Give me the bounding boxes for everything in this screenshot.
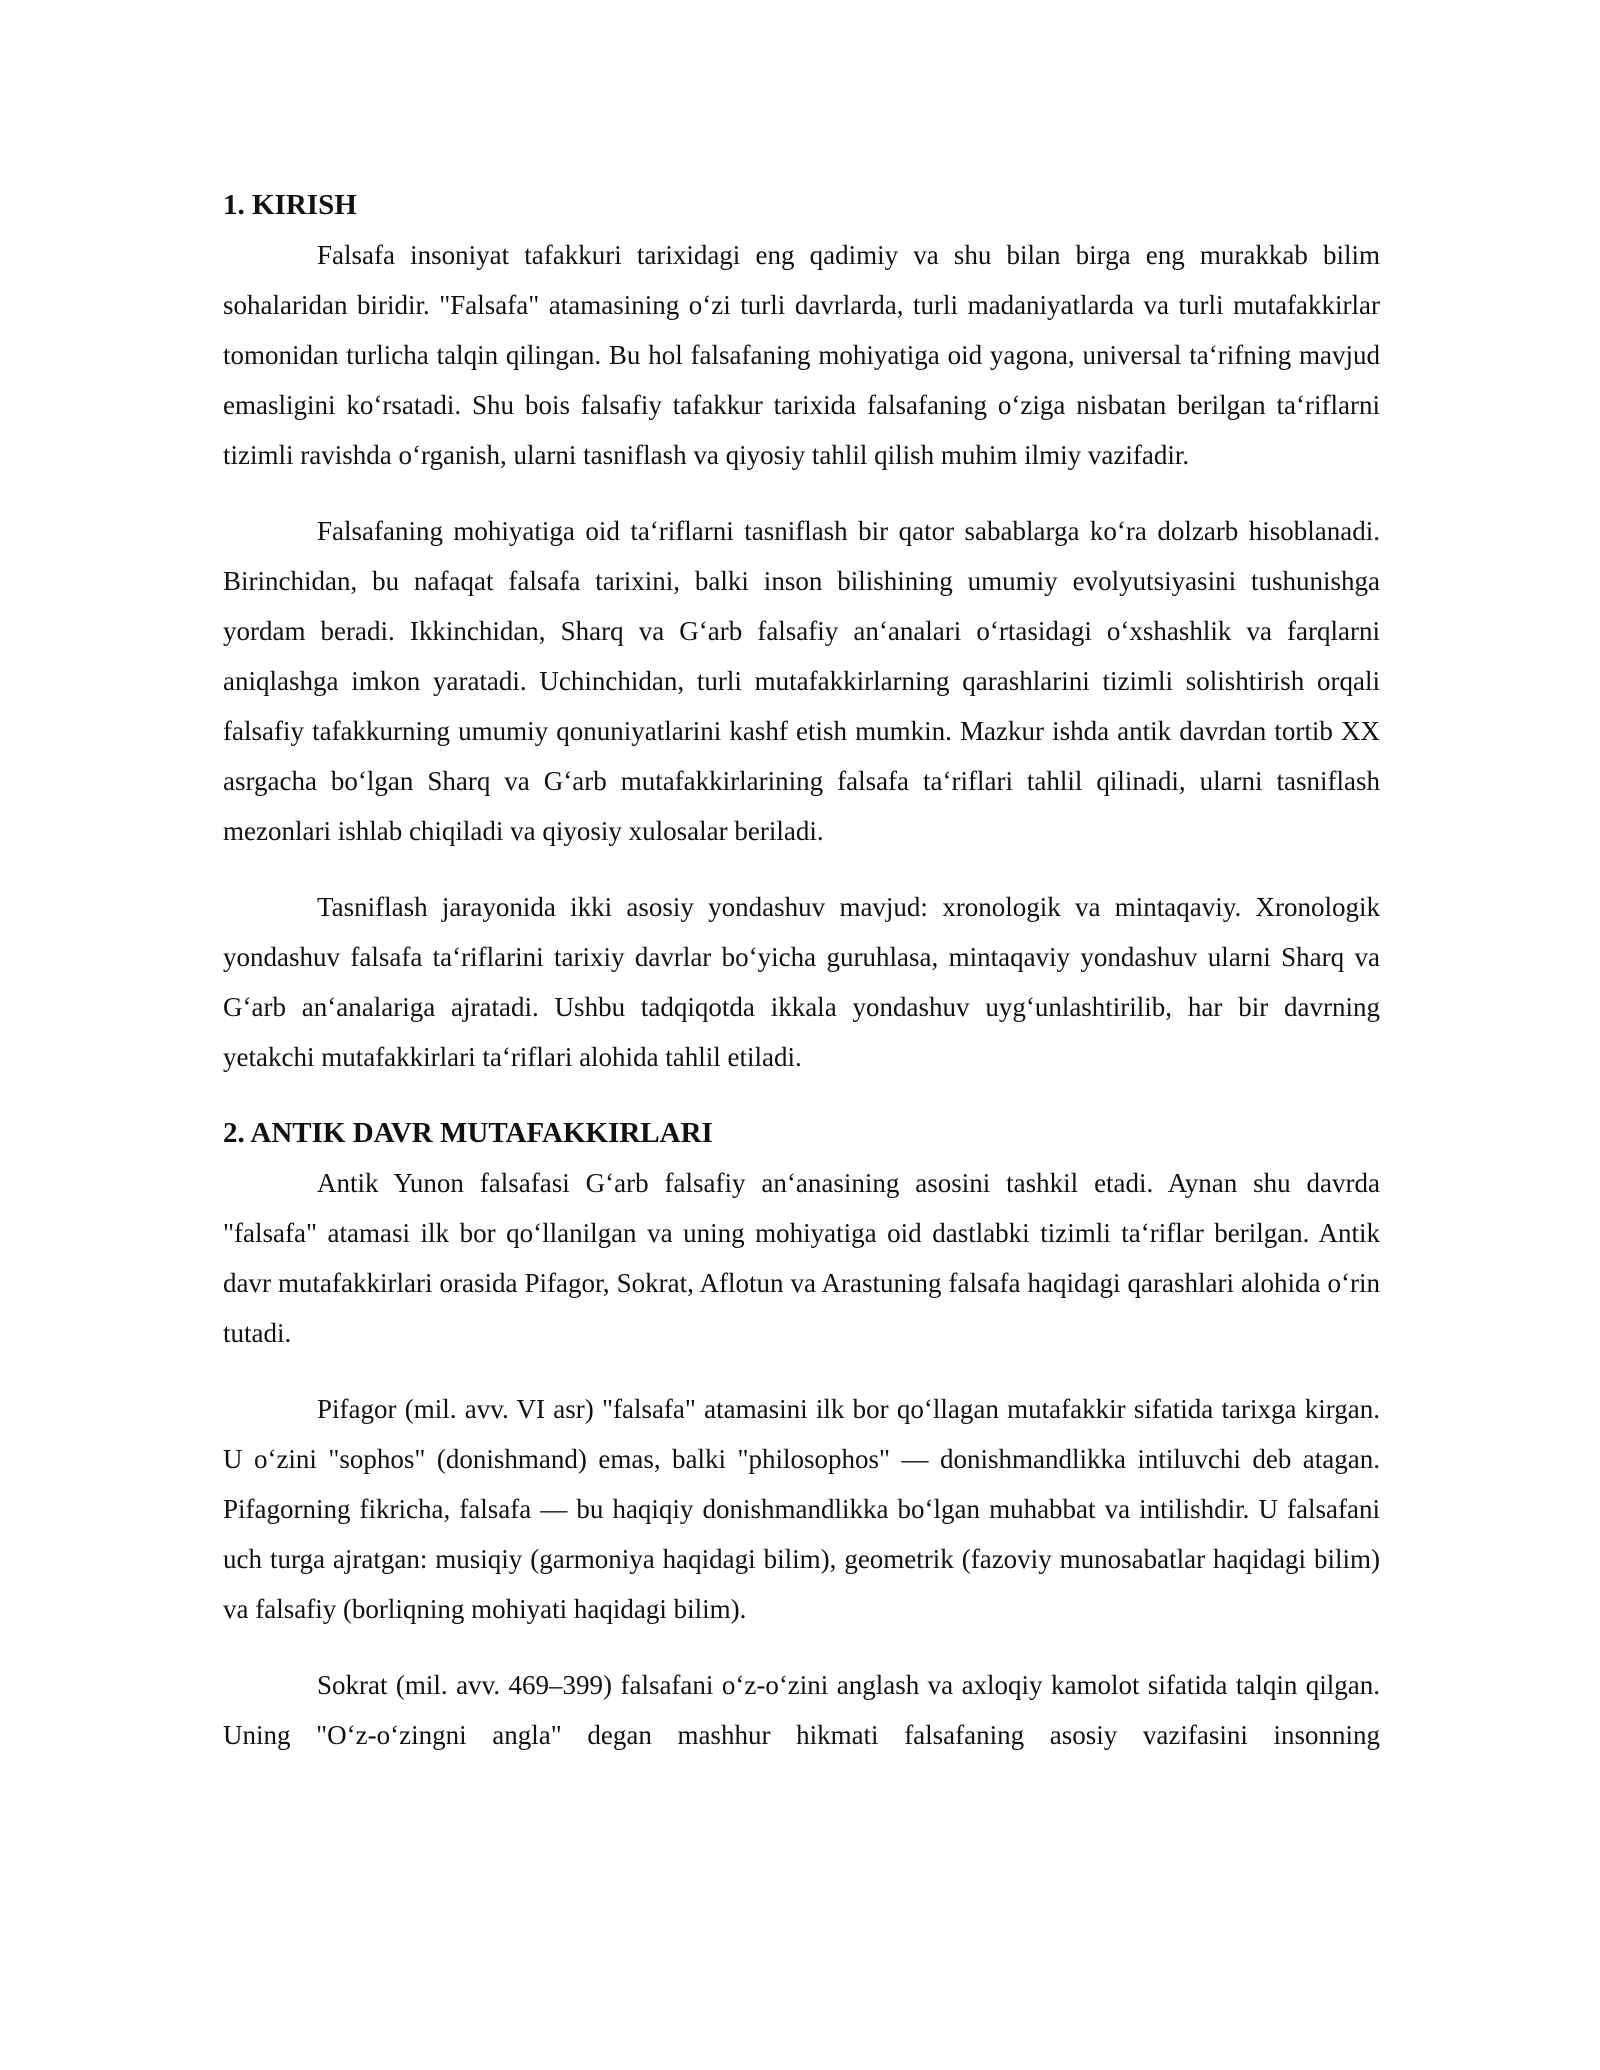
section-antiquity-thinkers [223, 1108, 1380, 1760]
paragraph: Antik Yunon falsafasi G‘arb falsafiy an‘anasining asosini tashkil etadi. Aynan shu davrda "falsafa" atamasi ilk bor qo‘llanilgan va uning mohiyatiga oid dastlabki tizimli ta‘riflar berilgan. Antik davr mutafakkirlari orasida Pifagor, Sokrat, Aflotun va Arastuning falsafa haqidagi qarashlari alohida o‘rin tutadi. [223, 1168, 1380, 1348]
document-page [223, 180, 1380, 1760]
paragraph: Falsafa insoniyat tafakkuri tarixidagi eng qadimiy va shu bilan birga eng murakkab bilim sohalaridan biridir. "Falsafa" atamasining o‘zi turli davrlarda, turli madaniyatlarda va turli mutafakkirlar tomonidan turlicha talqin qilingan. Bu hol falsafaning mohiyatiga oid yagona, universal ta‘rifning mavjud emasligini ko‘rsatadi. Shu bois falsafiy tafakkur tarixida falsafaning o‘ziga nisbatan berilgan ta‘riflarni tizimli ravishda o‘rganish, ularni tasniflash va qiyosiy tahlil qilish muhim ilmiy vazifadir. [223, 240, 1380, 470]
section-introduction [223, 180, 1380, 1082]
paragraph: Tasniflash jarayonida ikki asosiy yondashuv mavjud: xronologik va mintaqaviy. Xronologik yondashuv falsafa ta‘riflarini tarixiy davrlar bo‘yicha guruhlasa, mintaqaviy yondashuv ularni Sharq va G‘arb an‘analariga ajratadi. Ushbu tadqiqotda ikkala yondashuv uyg‘unlashtirilib, har bir davrning yetakchi mutafakkirlari ta‘riflari alohida tahlil etiladi. [223, 892, 1380, 1072]
paragraph: Falsafaning mohiyatiga oid ta‘riflarni tasniflash bir qator sabablarga ko‘ra dolzarb hisoblanadi. Birinchidan, bu nafaqat falsafa tarixini, balki inson bilishining umumiy evolyutsiyasini tushunishga yordam beradi. Ikkinchidan, Sharq va G‘arb falsafiy an‘analari o‘rtasidagi o‘xshashlik va farqlarni aniqlashga imkon yaratadi. Uchinchidan, turli mutafakkirlarning qarashlarini tizimli solishtirish orqali falsafiy tafakkurning umumiy qonuniyatlarini kashf etish mumkin. Mazkur ishda antik davrdan tortib XX asrgacha bo‘lgan Sharq va G‘arb mutafakkirlarining falsafa ta‘riflari tahlil qilinadi, ularni tasniflash mezonlari ishlab chiqiladi va qiyosiy xulosalar beriladi. [223, 516, 1380, 846]
section-heading: 1. KIRISH [223, 189, 357, 221]
paragraph: Pifagor (mil. avv. VI asr) "falsafa" atamasini ilk bor qo‘llagan mutafakkir sifatida tarixga kirgan. U o‘zini "sophos" (donishmand) emas, balki "philosophos" — donishmandlikka intiluvchi deb atagan. Pifagorning fikricha, falsafa — bu haqiqiy donishmandlikka bo‘lgan muhabbat va intilishdir. U falsafani uch turga ajratgan: musiqiy (garmoniya haqidagi bilim), geometrik (fazoviy munosabatlar haqidagi bilim) va falsafiy (borliqning mohiyati haqidagi bilim). [223, 1394, 1380, 1624]
section-heading: 2. ANTIK DAVR MUTAFAKKIRLARI [223, 1117, 713, 1149]
paragraph: Sokrat (mil. avv. 469–399) falsafani o‘z-o‘zini anglash va axloqiy kamolot sifatida talqin qilgan. Uning "O‘z-o‘zingni angla" degan mashhur hikmati falsafaning asosiy vazifasini insonning [223, 1670, 1380, 1750]
